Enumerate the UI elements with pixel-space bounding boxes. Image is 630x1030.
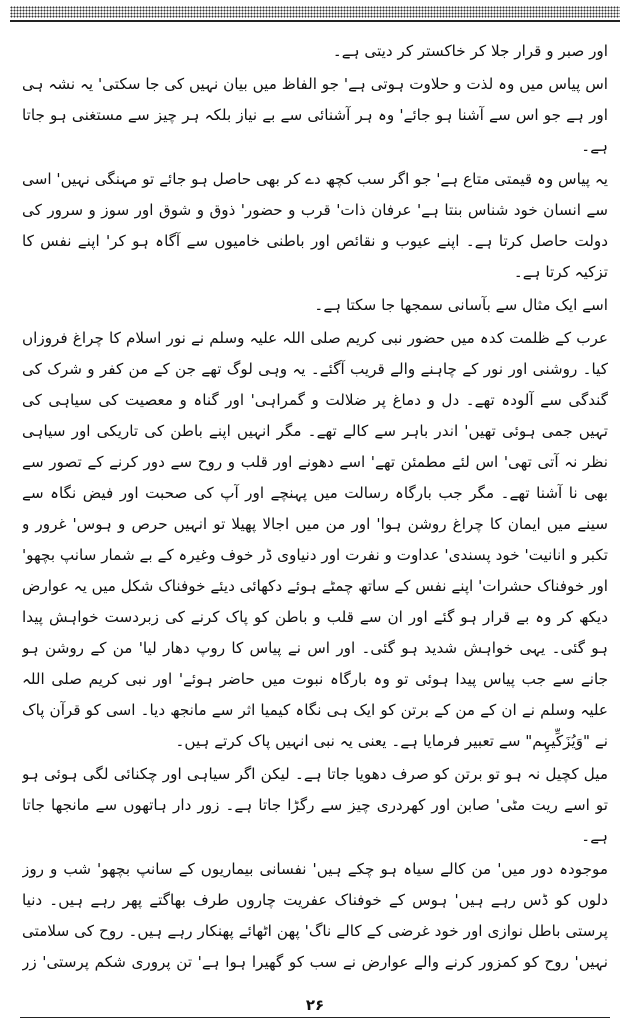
page-number: ۲۶ <box>305 996 325 1014</box>
page-footer-line <box>20 1017 610 1018</box>
page-body <box>22 36 608 974</box>
paragraph-2: اس پیاس میں وہ لذت و حلاوت ہوتی ہے' جو الفاظ میں بیان نہیں کی جا سکتی' یہ نشہ ہی اور ہے جو اس سے آشنا ہو جائے' وہ ہر آشنائی سے بے نیاز بلکہ ہر چیز سے مستغنی ہو جاتا ہے۔ <box>22 75 608 155</box>
paragraph-5: عرب کے ظلمت کدہ میں حضور نبی کریم صلی اللہ علیہ وسلم نے نور اسلام کا چراغ فروزاں کیا۔ روشنی اور نور کے چاہنے والے قریب آگئے۔ یہ وہی لوگ تھے جن کے من کفر و شرک کی گندگی سے آلودہ تھے۔ دل و دماغ پر ضلالت و گمراہی' اور گناہ و معصیت کی سیاہی کی تہیں جمی ہوئی تھیں' اندر باہر سے کالے تھے۔ مگر انہیں اپنے باطن کی تاریکی اور سیاہی نظر نہ آتی تھی' اس لئے مطمئن تھے' اسے دھونے اور قلب و روح سے دور کرنے کے تصور سے بھی نا آشنا تھے۔ مگر جب بارگاہ رسالت میں پہنچے اور آپ کی صحبت اور فیض نگاہ سے سینے میں ایمان کا چراغ روشن ہوا' اور من میں اجالا پھیلا تو انہیں حرص و ہوس' غرور و تکبر و انانیت' خود پسندی' عداوت و نفرت اور دنیاوی ڈر خوف وغیرہ کے بے شمار سانپ بچھو' اور خوفناک حشرات' اپنے نفس کے ساتھ چمٹے ہوئے دکھائی دیئے خوفناک شکل میں یہ عوارض دیکھ کر وہ بے قرار ہو گئے اور ان سے قلب و باطن کو پاک کرنے کی زبردست خواہش پیدا ہو گئی۔ یہی خواہش شدید ہو گئی۔ اور اس نے پیاس کا روپ دھار لیا' من کے روشن ہو جانے سے جب پیاس پیدا ہوئی تو وہ بارگاہ نبوت میں حاضر ہوئے' اور نبی کریم صلی اللہ علیہ وسلم نے ان کے من کے برتن کو ایک ہی نگاہ کیمیا اثر سے مانجھ دیا۔ اسی کو قرآن پاک نے "وَیُزَکِّیہِم" سے تعبیر فرمایا ہے۔ یعنی یہ نبی انہیں پاک کرتے ہیں۔ <box>22 329 608 750</box>
paragraph-4: اسے ایک مثال سے بآسانی سمجھا جا سکتا ہے۔ <box>314 296 608 314</box>
paragraph-3: یہ پیاس وہ قیمتی متاع ہے' جو اگر سب کچھ دے کر بھی حاصل ہو جائے تو مہنگی نہیں' اسی سے انسان خود شناس بنتا ہے' عرفان ذات' قرب و حضور' ذوق و شوق اور سوز و سرور کی دولت حاصل کرتا ہے۔ اپنے عیوب و نقائص اور باطنی خامیوں سے آگاہ ہو کر' اپنے نفس کا تزکیہ کرتا ہے۔ <box>22 170 608 281</box>
page-header-line <box>10 20 620 22</box>
paragraph-7: موجودہ دور میں' من کالے سیاہ ہو چکے ہیں' نفسانی بیماریوں کے سانپ بچھو' شب و روز دلوں کو ڈس رہے ہیں' ہوس کے خوفناک عفریت چاروں طرف بھاگتے پھر رہے ہیں۔ دنیا پرستی باطل نوازی اور خود غرضی کے کالے ناگ' پھن اٹھائے پھنکار رہے ہیں۔ روح کی سلامتی نہیں' روح کو کمزور کرنے والے عوارض نے سب کو گھیرا ہوا ہے' تن پروری شکم پرستی' زر <box>22 860 608 971</box>
page-header-rule <box>10 6 620 18</box>
paragraph-1: اور صبر و قرار جلا کر خاکستر کر دیتی ہے۔ <box>332 42 608 60</box>
paragraph-6: میل کچیل نہ ہو تو برتن کو صرف دھویا جاتا ہے۔ لیکن اگر سیاہی اور چکنائی لگی ہوئی ہو تو اسے ریت مٹی' صابن اور کھردری چیز سے رگڑا جاتا ہے۔ زور دار ہاتھوں سے مانجھا جاتا ہے۔ <box>22 765 608 845</box>
